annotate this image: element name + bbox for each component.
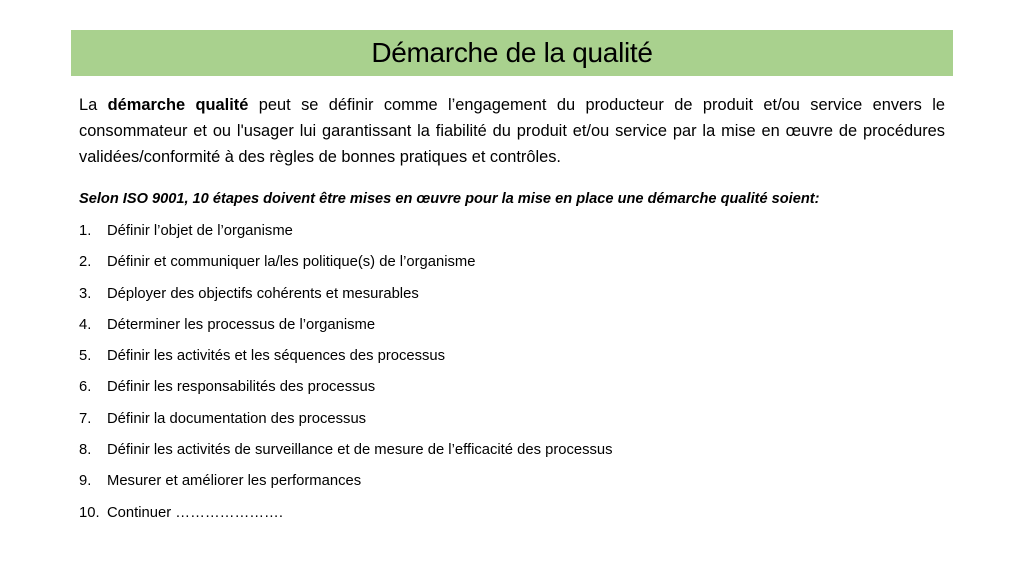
list-item <box>79 284 959 315</box>
list-item <box>79 346 959 377</box>
list-item <box>79 315 959 346</box>
step-text: Définir les activités et les séquences des processus <box>107 348 446 365</box>
list-item <box>79 440 959 471</box>
iso-lead-sentence: Selon ISO 9001, 10 étapes doivent être mises en œuvre pour la mise en place une démarche qualité soient: <box>79 191 820 207</box>
step-number: 9. <box>79 473 92 490</box>
step-number: 5. <box>79 348 92 365</box>
step-text: Définir et communiquer la/les politique(s) de l’organisme <box>107 254 476 271</box>
list-item <box>79 377 959 408</box>
list-item <box>79 503 959 534</box>
step-text: Définir la documentation des processus <box>107 410 367 427</box>
step-text: Définir les responsabilités des processus <box>107 379 376 396</box>
step-number: 6. <box>79 379 92 396</box>
step-number: 4. <box>79 316 92 333</box>
step-number: 2. <box>79 254 92 271</box>
steps-list <box>79 221 959 534</box>
list-item <box>79 471 959 502</box>
title-band <box>71 30 953 76</box>
step-text: Définir les activités de surveillance et de mesure de l’efficacité des processus <box>107 442 613 459</box>
intro-rest: peut se définir comme l’engagement du producteur de produit et/ou service envers le consommateur et ou l'usager lui garantissant la fiabilité du produit et/ou service par la mise en œuvre de procédures validées/conformité à des règles de bonnes pratiques et contrôles. <box>79 96 945 166</box>
step-text: Continuer …………………. <box>107 504 283 521</box>
slide-title: Démarche de la qualité <box>371 37 653 68</box>
intro-bold-term: démarche qualité <box>107 96 249 114</box>
list-item <box>79 252 959 283</box>
step-number: 8. <box>79 442 92 459</box>
step-number: 3. <box>79 285 92 302</box>
step-text: Mesurer et améliorer les performances <box>107 473 362 490</box>
step-number: 1. <box>79 223 92 239</box>
intro-paragraph <box>79 92 945 170</box>
list-item <box>79 221 959 252</box>
list-item <box>79 409 959 440</box>
step-text: Déterminer les processus de l’organisme <box>107 316 376 333</box>
intro-prefix: La <box>79 96 108 114</box>
step-number: 7. <box>79 410 92 427</box>
step-text: Définir l’objet de l’organisme <box>107 223 293 239</box>
step-number: 10. <box>79 504 100 521</box>
step-text: Déployer des objectifs cohérents et mesurables <box>107 285 419 302</box>
